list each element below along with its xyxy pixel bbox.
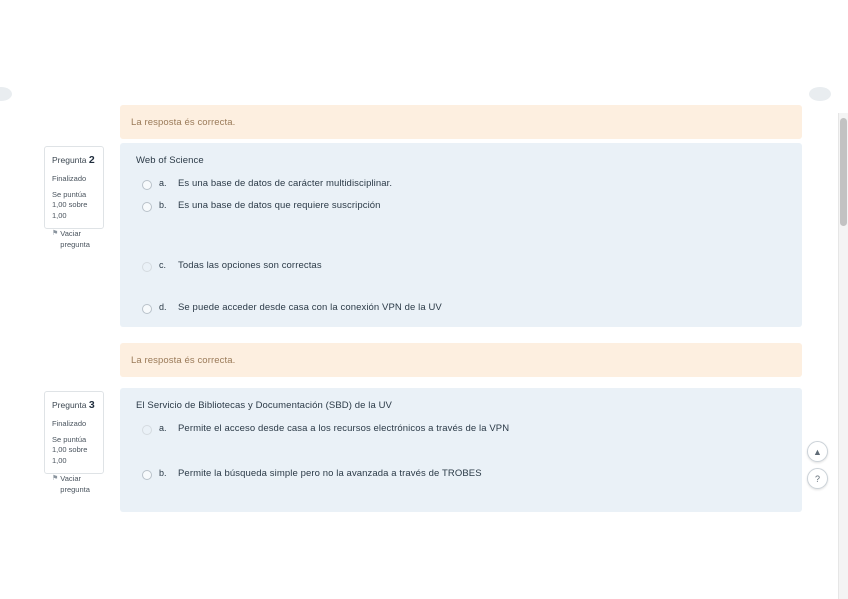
question-mark-icon: ? [814,473,820,484]
answer-option-2a[interactable] [134,178,788,190]
answer-text: Permite la búsqueda simple pero no la avanzada a través de TROBES [178,468,482,479]
answer-text: Es una base de datos que requiere suscripción [178,200,381,211]
radio-2c[interactable] [142,262,152,272]
question-stem-3: El Servicio de Bibliotecas y Documentación (SBD) de la UV [136,400,392,411]
radio-3a[interactable] [142,425,152,435]
answer-letter: a. [159,178,167,188]
clear-question-label: Vaciar pregunta [60,474,90,495]
radio-2b[interactable] [142,202,152,212]
question-number-value: 3 [88,399,95,411]
question-state-2: Finalizado [52,173,87,183]
question-stem-2: Web of Science [136,155,204,166]
question-info-2 [44,146,104,250]
answer-letter: a. [159,423,167,433]
answer-text: Todas las opciones son correctas [178,260,322,271]
question-number-3 [52,399,97,412]
answer-text: Se puede acceder desde casa con la conexión VPN de la UV [178,302,442,313]
radio-2d[interactable] [142,304,152,314]
clear-question-2-button[interactable] [52,229,97,251]
clear-question-label: Vaciar pregunta [60,229,90,250]
vertical-scrollbar-thumb[interactable] [840,118,847,226]
feedback-text: La resposta és correcta. [131,116,236,128]
answer-letter: d. [159,302,167,312]
answer-letter: b. [159,200,167,210]
help-button[interactable] [807,468,828,489]
question-marks-2: Se puntúa 1,00 sobre 1,00 [52,189,88,221]
radio-3b[interactable] [142,470,152,480]
question-info-3 [44,391,104,495]
chevron-up-icon: ▲ [813,446,822,457]
answer-letter: c. [159,260,167,270]
answer-option-3a[interactable] [134,423,788,435]
back-to-top-button[interactable] [807,441,828,462]
clear-question-3-button[interactable] [52,474,97,496]
quiz-content-area [0,80,848,599]
answer-option-2d[interactable] [134,302,788,314]
answer-option-3b[interactable] [134,468,788,480]
question-state-3: Finalizado [52,418,87,428]
answer-option-2c[interactable] [134,260,788,272]
question-number-value: 2 [88,154,95,166]
answer-text: Permite el acceso desde casa a los recursos electrónicos a través de la VPN [178,423,510,434]
answer-text: Es una base de datos de carácter multidisciplinar. [178,178,393,189]
question-body-3 [120,388,802,512]
question-number-2 [52,154,97,167]
question-number-label: Pregunta [52,155,87,165]
feedback-banner-correct-1 [120,105,802,139]
feedback-banner-correct-2 [120,343,802,377]
flag-icon: ⚑ [52,475,59,483]
radio-2a[interactable] [142,180,152,190]
feedback-text: La resposta és correcta. [131,354,236,366]
question-marks-3: Se puntúa 1,00 sobre 1,00 [52,434,88,466]
question-number-label: Pregunta [52,400,87,410]
flag-icon: ⚑ [52,230,59,238]
answer-option-2b[interactable] [134,200,788,212]
question-body-2 [120,143,802,327]
answer-letter: b. [159,468,167,478]
